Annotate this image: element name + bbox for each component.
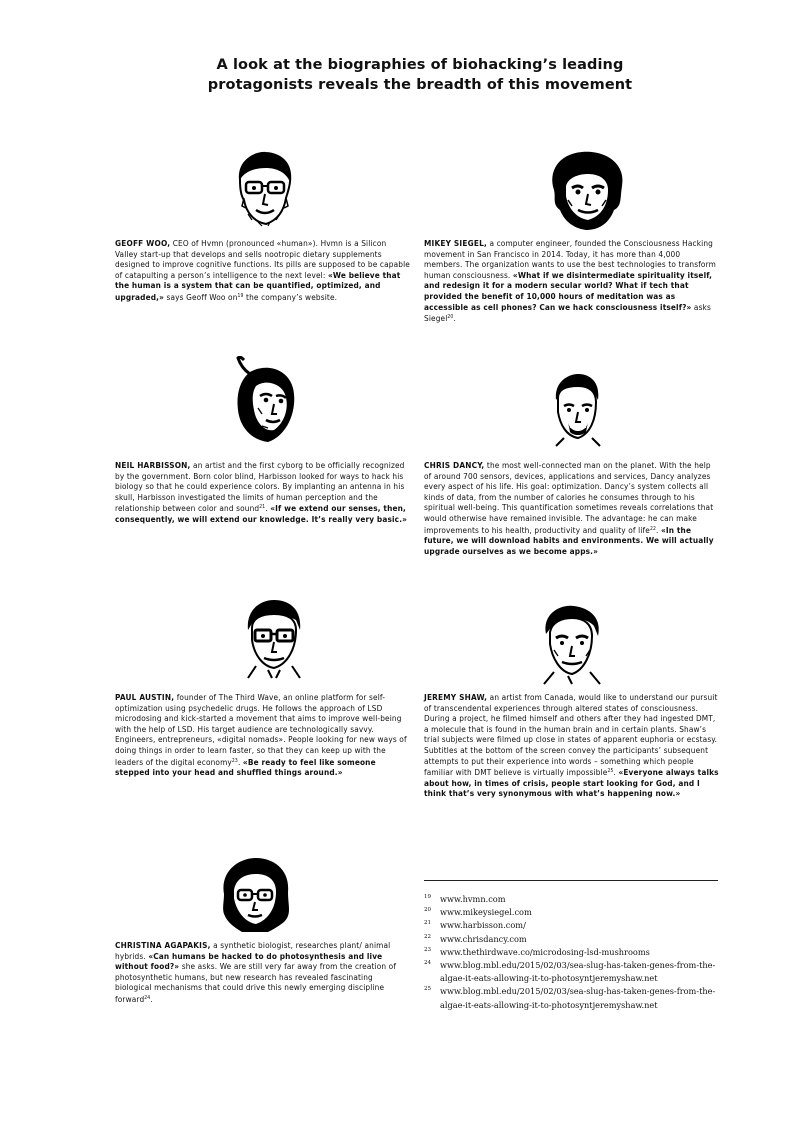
bio-mid: . [613, 767, 619, 778]
bio-body: an artist and the first cyborg to be officially recognized by the government. Born color blind, Harbisson looked for ways to hack his biology so that he could experience colors. By implanting an antenna in his skull, Harbisson investigated the limits of human perception and the relationship between color and sound [115, 460, 405, 514]
footnote-ref: 23 [231, 757, 238, 764]
bio-mid: . [237, 756, 243, 767]
bio-name: PAUL AUSTIN, [115, 692, 175, 702]
footnote-item [424, 985, 720, 1011]
bio-neil-harbisson [115, 460, 411, 525]
bio-body: CEO of Hvmn (pronounced «human»). Hvmn is a Silicon Valley start-up that develops and sells nootropic dietary supplements designed to improve cognitive functions. Its pills are supposed to be capable of catapulting a person’s intelligence to the next level: [115, 238, 410, 280]
footnote-ref: 19 [237, 292, 244, 299]
footnote-ref: 21 [259, 504, 266, 511]
footnote-item [424, 946, 720, 959]
bio-mid: . [265, 503, 271, 514]
footnote-item [424, 959, 720, 985]
portrait-mikey-siegel [548, 150, 628, 232]
bio-chris-dancy [424, 460, 720, 556]
footnote-text: www.chrisdancy.com [440, 933, 527, 944]
footnote-number: 24 [424, 960, 431, 967]
footnote-ref: 24 [144, 994, 151, 1001]
bio-tail-2: . [453, 313, 456, 324]
bio-jeremy-shaw [424, 692, 720, 799]
bio-mikey-siegel [424, 238, 720, 324]
bio-tail-2: . [150, 993, 153, 1004]
footnote-text: www.blog.mbl.edu/2015/02/03/sea-slug-has-taken-genes-from-the-algae-it-eats-allowing-it-to-photosyntjeremyshaw.net [440, 986, 716, 1010]
footnote-item [424, 933, 720, 946]
footnote-item [424, 893, 720, 906]
bio-christina-agapakis [115, 940, 411, 1005]
bio-quote: «Can humans be hacked to do photosynthesis and live without food?» [115, 950, 383, 972]
footnote-ref: 22 [649, 525, 656, 532]
portrait-geoff-woo [232, 150, 298, 230]
bio-body: a computer engineer, founded the Consciousness Hacking movement in San Francisco in 2014. Today, it has more than 4,000 members. The organization wants to use the best technologies to transform human consciousness. [424, 238, 716, 280]
footnote-number: 22 [424, 933, 431, 940]
portrait-christina-agapakis [212, 856, 298, 932]
portrait-neil-harbisson [228, 356, 302, 446]
bio-tail: asks Siegel [424, 301, 711, 324]
portrait-jeremy-shaw [540, 604, 604, 686]
bio-name: CHRIS DANCY, [424, 460, 485, 470]
bio-quote: «If we extend our senses, then, consequently, we will extend our knowledge. It’s really very basic.» [115, 503, 408, 524]
footnote-number: 23 [424, 946, 431, 953]
footnote-text: www.blog.mbl.edu/2015/02/03/sea-slug-has-taken-genes-from-the-algae-it-eats-allowing-it-to-photosyntjeremyshaw.net [440, 960, 716, 984]
bio-quote: «Be ready to feel like someone stepped into your head and shuffled things around.» [115, 756, 376, 778]
footnote-number: 25 [424, 986, 431, 993]
bio-name: NEIL HARBISSON, [115, 460, 191, 470]
bio-geoff-woo [115, 238, 411, 303]
bio-mid: . [655, 524, 661, 535]
footnote-ref: 20 [447, 314, 454, 321]
bio-tail-2: the company’s website. [243, 291, 338, 302]
footnotes [424, 893, 720, 1012]
title-line-2: protagonists reveals the breadth of this movement [207, 77, 633, 93]
bio-paul-austin [115, 692, 411, 778]
bio-name: JEREMY SHAW, [424, 692, 488, 702]
bio-name: MIKEY SIEGEL, [424, 238, 487, 248]
footnote-text: www.harbisson.com/ [440, 920, 526, 931]
bio-body: the most well-connected man on the planet. With the help of around 700 sensors, devices, applications and services, Dancy analyzes every aspect of his life. His goal: optimization. Dancy’s system collects all kinds of data, from the number of calories he consumes through to his spiritual well-being. This quantification sometimes reveals correlations that would otherwise have remained invisible. The advantage: he can make improvements to his health, productivity and quality of life [424, 460, 714, 535]
bio-body: an artist from Canada, would like to understand our pursuit of transcendental experiences through altered states of consciousness. During a project, he filmed himself and others after they had ingested DMT, a molecule that is found in the human brain and in certain plants. Shaw’s trial subjects were filmed up close in states of apparent euphoria or ecstasy. Subtitles at the bottom of the screen convey the participants’ subsequent attempts to put their experience into words – something which people familiar with DMT believe is virtually impossible [424, 692, 718, 778]
bio-tail: says Geoff Woo on [164, 291, 238, 302]
bio-quote: «We believe that the human is a system that can be quantified, optimized, and upgraded,» [115, 269, 401, 302]
footnote-divider [424, 880, 718, 881]
footnote-number: 21 [424, 920, 431, 927]
title-line-1: A look at the biographies of biohacking’s leading [216, 57, 624, 73]
footnote-text: www.thethirdwave.co/microdosing-lsd-mushrooms [440, 946, 650, 957]
footnote-text: www.mikeysiegel.com [440, 907, 532, 918]
bio-body: founder of The Third Wave, an online platform for self-optimization using psychedelic drugs. He follows the approach of LSD microdosing and kick-started a movement that aims to improve well-being with the help of LSD. His target audience are technologically savvy. Engineers, entrepreneurs, «digital nomads». People looking for new ways of doing things in order to learn faster, so that they can keep up with the leaders of the digital economy [115, 692, 407, 767]
bio-body: a synthetic biologist, researches plant/ animal hybrids. [115, 940, 391, 961]
footnote-number: 19 [424, 894, 431, 900]
bio-name: GEOFF WOO, [115, 238, 171, 248]
bio-tail: she asks. We are still very far away from the creation of photosynthetic humans, but new research has revealed fascinating biological mechanisms that could drive this newly emerging discipline forward [115, 961, 397, 1004]
footnote-item [424, 919, 720, 932]
page-title [120, 55, 720, 95]
footnote-text: www.hvmn.com [440, 894, 506, 904]
bio-quote: «In the future, we will download habits and environments. We will actually upgrade ourselves as we become apps.» [424, 524, 714, 556]
footnote-ref: 25 [607, 768, 614, 775]
bio-quote: «Everyone always talks about how, in times of crisis, people start looking for God, and I think that’s very synonymous with what’s happening now.» [424, 767, 719, 799]
portrait-paul-austin [242, 598, 306, 680]
portrait-chris-dancy [546, 372, 606, 448]
footnote-number: 20 [424, 907, 431, 914]
bio-quote: «What if we disintermediate spirituality itself, and redesign it for a modern secular world? What if tech that provided the benefit of 10,000 hours of meditation was as accessible as cell phones? Can we hack consciousness itself?» [424, 269, 713, 312]
bio-name: CHRISTINA AGAPAKIS, [115, 940, 211, 950]
footnote-item [424, 906, 720, 919]
